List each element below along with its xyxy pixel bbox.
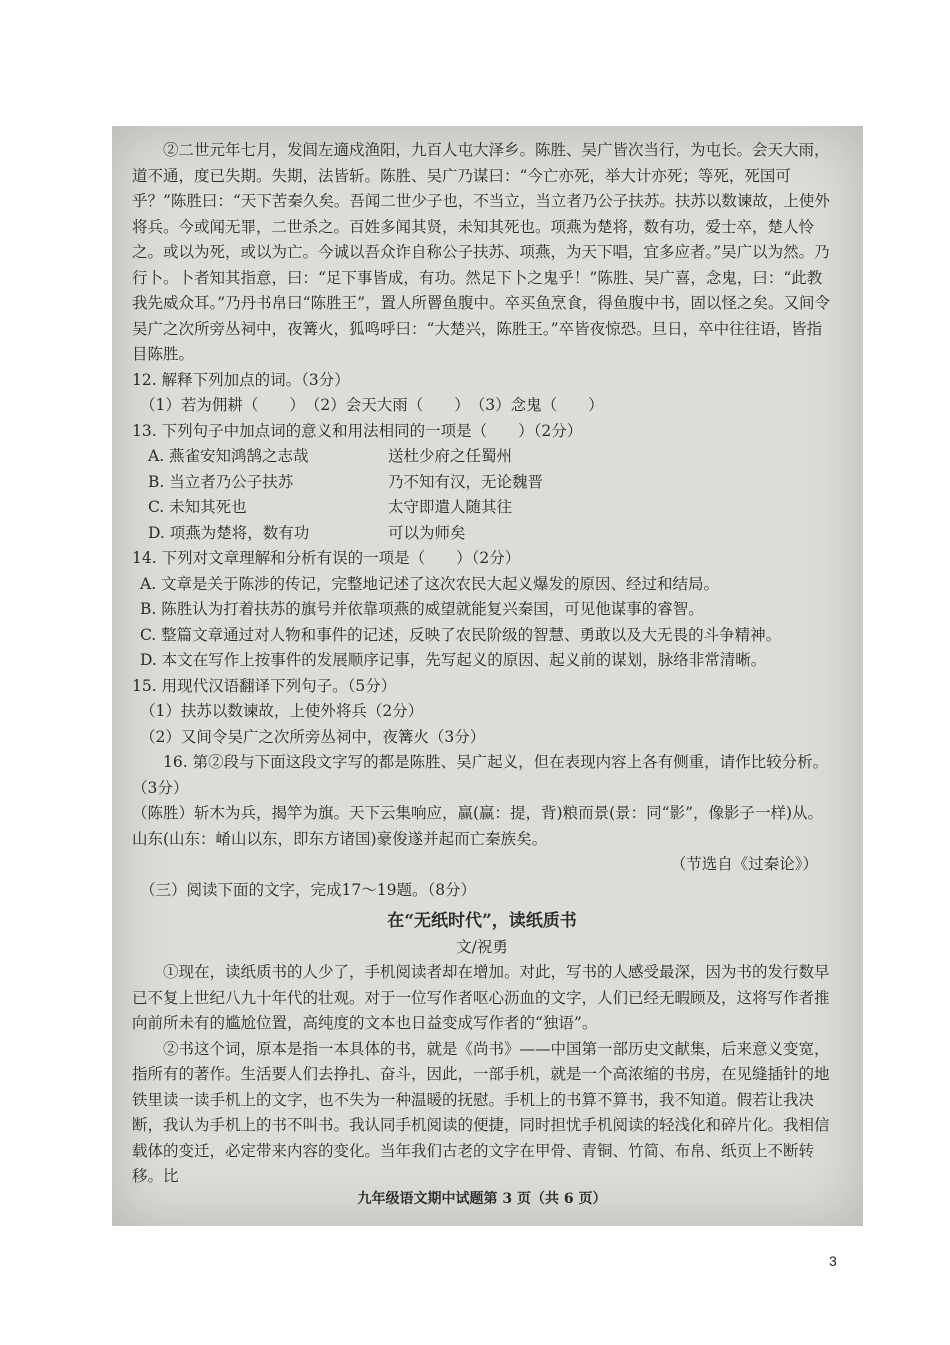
option-right: 送杜少府之任蜀州 <box>388 447 513 465</box>
page-number: 3 <box>829 1253 837 1269</box>
question-13-stem: 13. 下列句子中加点词的意义和用法相同的一项是（ ）（2分） <box>132 421 583 440</box>
question-13-option-d <box>132 521 832 547</box>
question-16-source: （节选自《过秦论》） <box>670 855 818 873</box>
option-left: A. 燕雀安知鸿鹄之志哉 <box>148 447 309 465</box>
question-15-item-1: （1）扶苏以数谏故，上使外将兵（2分） <box>140 702 424 720</box>
article-title: 在“无纸时代”，读纸质书 <box>387 911 577 931</box>
exam-page <box>132 138 832 1218</box>
question-12-items: （1）若为佣耕（ ） （2）会天大雨（ ） （3）念鬼（ ） <box>140 396 604 414</box>
question-14-option-c: C. 整篇文章通过对人物和事件的记述，反映了农民阶级的智慧、勇敢以及大无畏的斗争精神。 <box>140 625 782 644</box>
question-13-option-b <box>132 470 832 496</box>
article-author: 文/祝勇 <box>456 937 508 956</box>
article-paragraph-2: ②书这个词，原本是指一本具体的书，就是《尚书》——中国第一部历史文献集，后来意义变宽，指所有的著作。生活要人们去挣扎、奋斗，因此，一部手机，就是一个高浓缩的书房，在见缝插针的地铁里读一读手机上的文字，也不失为一种温暖的抚慰。手机上的书算不算书，我不知道。假若让我决断，我认为手机上的书不叫书。我认同手机阅读的便捷，同时担忧手机阅读的轻浅化和碎片化。我相信载体的变迁，必定带来内容的变化。当年我们古老的文字在甲骨、青铜、竹简、布帛、纸页上不断转移。比 <box>132 1039 830 1185</box>
question-14-stem: 14. 下列对文章理解和分析有误的一项是（ ）（2分） <box>132 549 521 567</box>
option-left: B. 当立者乃公子扶苏 <box>148 472 294 491</box>
passage-paragraph-2: ②二世元年七月，发闾左適戍渔阳，九百人屯大泽乡。陈胜、吴广皆次当行，为屯长。会天大雨，道不通，度已失期。失期，法皆斩。陈胜、吴广乃谋曰：“今亡亦死，举大计亦死；等死，死国可乎？”陈胜曰：“天下苦秦久矣。吾闻二世少子也，不当立，当立者乃公子扶苏。扶苏以数谏故，上使外将兵。今或闻无罪，二世杀之。百姓多闻其贤，未知其死也。项燕为楚将，数有功，爱士卒，楚人怜之。或以为死，或以为亡。今诚以吾众诈自称公子扶苏、项燕，为天下唱，宜多应者。”吴广以为然。乃行卜。卜者知其指意，曰：“足下事皆成，有功。然足下卜之鬼乎！”陈胜、吴广喜，念鬼，曰：“此教我先威众耳。”乃丹书帛曰“陈胜王”，置人所罾鱼腹中。卒买鱼烹食，得鱼腹中书，固以怪之矣。又间令吴广之次所旁丛祠中，夜篝火，狐鸣呼曰：“大楚兴，陈胜王。”卒皆夜惊恐。旦日，卒中往往语，皆指目陈胜。 <box>132 141 831 363</box>
question-13-option-c <box>132 495 832 521</box>
option-right: 可以为师矣 <box>388 523 466 542</box>
page-footer: 九年级语文期中试题第 3 页（共 6 页） <box>357 1190 607 1207</box>
scanned-photo <box>112 126 863 1226</box>
option-right: 乃不知有汉，无论魏晋 <box>388 472 544 491</box>
question-12-stem: 12. 解释下列加点的词。（3分） <box>132 370 350 389</box>
option-left: D. 项燕为楚将，数有功 <box>148 523 310 542</box>
question-16-quote: （陈胜）斩木为兵，揭竿为旗。天下云集响应，赢(赢：提，背)粮而景(景：同“影”，像影子一样)从。山东(山东：崤山以东，即东方诸国)豪俊遂并起而亡秦族矣。 <box>132 804 824 848</box>
question-15-stem: 15. 用现代汉语翻译下列句子。（5分） <box>132 676 397 695</box>
option-left: C. 未知其死也 <box>148 498 247 516</box>
question-14-option-d: D. 本文在写作上按事件的发展顺序记事，先写起义的原因、起义前的谋划，脉络非常清晰。 <box>140 651 767 669</box>
question-16-stem: 16. 第②段与下面这段文字写的都是陈胜、吴广起义，但在表现内容上各有侧重，请作比较分析。（3分） <box>132 753 829 797</box>
question-14-option-a: A. 文章是关于陈涉的传记，完整地记述了这次农民大起义爆发的原因、经过和结局。 <box>140 574 720 593</box>
option-right: 太守即遣人随其往 <box>388 498 513 516</box>
article-paragraph-1: ①现在，读纸质书的人少了，手机阅读者却在增加。对此，写书的人感受最深，因为书的发行数早已不复上世纪八九十年代的壮观。对于一位写作者呕心沥血的文字，人们已经无暇顾及，这将写作者推向前所未有的尴尬位置，高纯度的文本也日益变成写作者的“独语”。 <box>132 963 830 1032</box>
question-15-item-2: （2）又间令吴广之次所旁丛祠中，夜篝火（3分） <box>140 727 486 746</box>
question-14-option-b: B. 陈胜认为打着扶苏的旗号并依靠项燕的威望就能复兴秦国，可见他谋事的睿智。 <box>140 600 704 618</box>
section-3-heading: （三）阅读下面的文字，完成17～19题。（8分） <box>140 880 477 899</box>
question-13-option-a <box>132 444 832 470</box>
